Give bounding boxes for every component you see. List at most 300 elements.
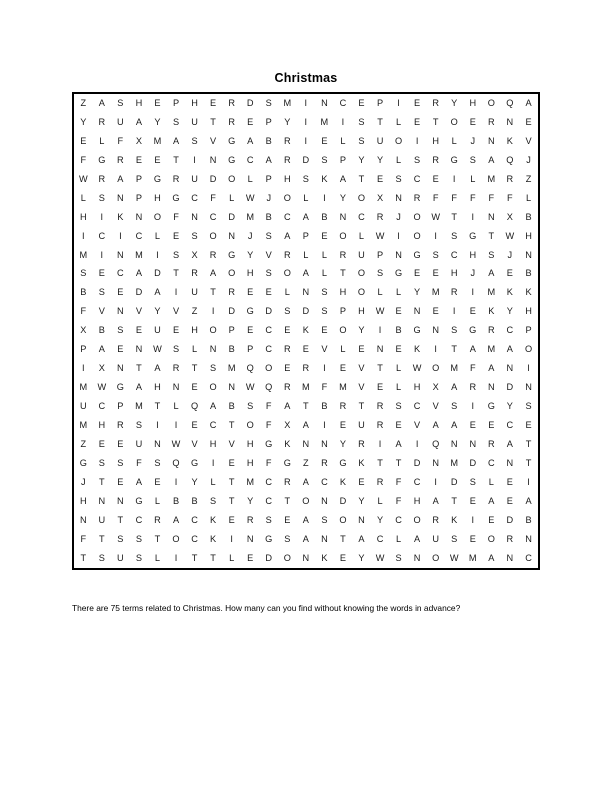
grid-cell[interactable]: R [376, 401, 384, 412]
grid-cell[interactable]: V [432, 401, 439, 412]
grid-cell[interactable]: F [117, 135, 124, 146]
grid-cell[interactable]: A [135, 476, 142, 487]
grid-cell[interactable]: I [323, 420, 326, 431]
grid-cell[interactable]: C [358, 211, 365, 222]
grid-cell[interactable]: P [135, 173, 142, 184]
grid-cell[interactable]: K [210, 514, 217, 525]
grid-cell[interactable]: S [321, 514, 328, 525]
grid-cell[interactable]: V [525, 135, 532, 146]
grid-cell[interactable]: U [191, 116, 198, 127]
grid-cell[interactable]: E [525, 420, 532, 431]
grid-cell[interactable]: N [487, 211, 495, 222]
grid-cell[interactable]: L [340, 344, 346, 355]
grid-cell[interactable]: D [469, 457, 477, 468]
grid-cell[interactable]: E [469, 116, 476, 127]
grid-cell[interactable]: Y [451, 97, 458, 108]
grid-cell[interactable]: S [98, 192, 105, 203]
grid-cell[interactable]: A [302, 420, 309, 431]
grid-cell[interactable]: M [487, 287, 496, 298]
grid-cell[interactable]: S [395, 173, 402, 184]
grid-cell[interactable]: I [434, 344, 437, 355]
grid-cell[interactable]: Z [80, 97, 87, 108]
grid-cell[interactable]: D [450, 476, 458, 487]
grid-cell[interactable]: W [97, 382, 107, 393]
grid-cell[interactable]: M [246, 476, 255, 487]
grid-cell[interactable]: L [358, 230, 365, 241]
grid-cell[interactable]: I [434, 476, 437, 487]
grid-cell[interactable]: S [98, 457, 105, 468]
grid-cell[interactable]: R [283, 154, 291, 165]
grid-cell[interactable]: D [339, 495, 347, 506]
grid-cell[interactable]: J [80, 476, 86, 487]
grid-cell[interactable]: I [193, 154, 196, 165]
grid-cell[interactable]: C [191, 533, 198, 544]
grid-cell[interactable]: M [79, 420, 88, 431]
grid-cell[interactable]: E [284, 325, 291, 336]
grid-cell[interactable]: E [210, 97, 217, 108]
grid-cell[interactable]: R [450, 287, 458, 298]
grid-cell[interactable]: P [339, 154, 346, 165]
grid-cell[interactable]: E [414, 268, 421, 279]
grid-cell[interactable]: N [209, 344, 217, 355]
grid-cell[interactable]: R [283, 476, 291, 487]
grid-cell[interactable]: A [525, 495, 532, 506]
grid-cell[interactable]: C [525, 552, 532, 563]
grid-cell[interactable]: L [80, 192, 86, 203]
grid-cell[interactable]: U [79, 401, 87, 412]
grid-cell[interactable]: T [173, 154, 179, 165]
grid-cell[interactable]: S [154, 457, 161, 468]
grid-cell[interactable]: E [469, 495, 476, 506]
grid-cell[interactable]: R [376, 211, 384, 222]
grid-cell[interactable]: H [246, 439, 254, 450]
grid-cell[interactable]: C [98, 230, 106, 241]
grid-cell[interactable]: N [172, 382, 180, 393]
grid-cell[interactable]: E [376, 382, 384, 393]
grid-cell[interactable]: S [358, 135, 365, 146]
grid-cell[interactable]: U [191, 173, 198, 184]
grid-cell[interactable]: N [525, 249, 532, 260]
grid-cell[interactable]: E [321, 135, 328, 146]
grid-cell[interactable]: J [247, 230, 253, 241]
grid-cell[interactable]: N [117, 192, 124, 203]
grid-cell[interactable]: Y [247, 495, 254, 506]
grid-cell[interactable]: M [246, 211, 255, 222]
grid-cell[interactable]: S [80, 268, 87, 279]
grid-cell[interactable]: J [396, 211, 401, 222]
grid-cell[interactable]: C [135, 514, 143, 525]
grid-cell[interactable]: K [321, 173, 328, 184]
grid-cell[interactable]: L [284, 287, 290, 298]
grid-cell[interactable]: A [302, 514, 309, 525]
grid-cell[interactable]: C [413, 173, 421, 184]
grid-cell[interactable]: O [413, 211, 421, 222]
grid-cell[interactable]: L [377, 495, 383, 506]
grid-cell[interactable]: T [303, 401, 309, 412]
grid-cell[interactable]: O [432, 363, 440, 374]
grid-cell[interactable]: E [191, 382, 198, 393]
grid-cell[interactable]: I [341, 116, 345, 127]
grid-cell[interactable]: R [487, 116, 495, 127]
grid-cell[interactable]: G [265, 439, 273, 450]
grid-cell[interactable]: N [506, 457, 514, 468]
grid-cell[interactable]: E [506, 476, 513, 487]
grid-cell[interactable]: E [506, 268, 513, 279]
grid-cell[interactable]: Q [432, 439, 440, 450]
grid-cell[interactable]: C [265, 476, 273, 487]
grid-cell[interactable]: S [210, 495, 217, 506]
grid-cell[interactable]: N [135, 211, 143, 222]
grid-cell[interactable]: Y [414, 287, 421, 298]
grid-cell[interactable]: P [265, 173, 272, 184]
grid-cell[interactable]: X [80, 325, 87, 336]
grid-cell[interactable]: W [412, 363, 422, 374]
grid-cell[interactable]: Z [303, 457, 309, 468]
grid-cell[interactable]: F [451, 192, 458, 203]
grid-cell[interactable]: G [79, 457, 87, 468]
grid-cell[interactable]: J [470, 135, 476, 146]
grid-cell[interactable]: F [488, 192, 495, 203]
grid-cell[interactable]: C [413, 476, 421, 487]
grid-cell[interactable]: V [191, 439, 198, 450]
grid-cell[interactable]: C [117, 268, 124, 279]
grid-cell[interactable]: E [395, 420, 402, 431]
grid-cell[interactable]: N [358, 514, 365, 525]
grid-cell[interactable]: O [487, 97, 495, 108]
grid-cell[interactable]: G [450, 154, 458, 165]
grid-cell[interactable]: A [135, 116, 142, 127]
grid-cell[interactable]: N [469, 439, 477, 450]
grid-cell[interactable]: X [284, 420, 291, 431]
grid-cell[interactable]: P [525, 325, 532, 336]
grid-cell[interactable]: A [98, 344, 105, 355]
grid-cell[interactable]: E [302, 344, 309, 355]
grid-cell[interactable]: N [79, 514, 87, 525]
grid-cell[interactable]: S [191, 135, 198, 146]
grid-cell[interactable]: E [117, 439, 124, 450]
grid-cell[interactable]: G [265, 533, 273, 544]
grid-cell[interactable]: H [191, 325, 198, 336]
grid-cell[interactable]: S [451, 533, 458, 544]
grid-cell[interactable]: M [468, 552, 477, 563]
grid-cell[interactable]: S [191, 230, 198, 241]
grid-cell[interactable]: A [395, 439, 402, 450]
grid-cell[interactable]: N [135, 344, 143, 355]
grid-cell[interactable]: S [284, 533, 291, 544]
grid-cell[interactable]: E [358, 476, 365, 487]
grid-cell[interactable]: R [172, 173, 180, 184]
grid-cell[interactable]: U [154, 325, 161, 336]
grid-cell[interactable]: K [302, 325, 309, 336]
grid-cell[interactable]: T [432, 116, 439, 127]
grid-cell[interactable]: R [432, 514, 439, 525]
grid-cell[interactable]: M [227, 363, 236, 374]
grid-cell[interactable]: G [283, 457, 291, 468]
grid-cell[interactable]: H [525, 306, 532, 317]
grid-cell[interactable]: M [135, 401, 143, 412]
grid-cell[interactable]: F [80, 533, 87, 544]
grid-cell[interactable]: G [339, 457, 347, 468]
grid-cell[interactable]: W [375, 230, 385, 241]
grid-cell[interactable]: I [81, 363, 85, 374]
grid-cell[interactable]: Y [339, 192, 346, 203]
grid-cell[interactable]: A [154, 287, 161, 298]
grid-cell[interactable]: E [321, 325, 328, 336]
grid-cell[interactable]: S [525, 401, 532, 412]
grid-cell[interactable]: R [283, 382, 291, 393]
grid-cell[interactable]: V [210, 135, 217, 146]
grid-cell[interactable]: A [488, 268, 495, 279]
grid-cell[interactable]: M [79, 382, 88, 393]
grid-cell[interactable]: C [191, 514, 198, 525]
grid-cell[interactable]: G [469, 325, 477, 336]
grid-cell[interactable]: O [283, 552, 291, 563]
grid-cell[interactable]: L [154, 230, 161, 241]
grid-cell[interactable]: S [488, 249, 495, 260]
grid-cell[interactable]: O [228, 268, 236, 279]
grid-cell[interactable]: T [210, 552, 216, 563]
grid-cell[interactable]: O [172, 533, 180, 544]
grid-cell[interactable]: A [302, 476, 309, 487]
grid-cell[interactable]: N [228, 230, 235, 241]
grid-cell[interactable]: R [506, 173, 514, 184]
grid-cell[interactable]: E [154, 154, 161, 165]
grid-cell[interactable]: P [117, 401, 124, 412]
grid-cell[interactable]: U [117, 552, 124, 563]
grid-cell[interactable]: O [302, 495, 310, 506]
grid-cell[interactable]: G [228, 249, 236, 260]
grid-cell[interactable]: N [339, 211, 347, 222]
grid-cell[interactable]: W [449, 552, 459, 563]
grid-cell[interactable]: S [358, 116, 365, 127]
grid-cell[interactable]: I [471, 211, 475, 222]
grid-cell[interactable]: I [156, 249, 159, 260]
grid-cell[interactable]: V [228, 439, 235, 450]
grid-cell[interactable]: N [117, 249, 124, 260]
grid-cell[interactable]: T [210, 287, 216, 298]
grid-cell[interactable]: O [394, 135, 403, 146]
grid-cell[interactable]: Y [191, 476, 198, 487]
grid-cell[interactable]: A [210, 268, 217, 279]
grid-cell[interactable]: D [265, 552, 273, 563]
grid-cell[interactable]: D [246, 97, 254, 108]
grid-cell[interactable]: B [191, 495, 198, 506]
grid-cell[interactable]: B [321, 401, 328, 412]
grid-cell[interactable]: U [358, 420, 365, 431]
grid-cell[interactable]: D [265, 306, 273, 317]
grid-cell[interactable]: G [413, 249, 421, 260]
grid-cell[interactable]: L [470, 173, 476, 184]
grid-cell[interactable]: S [117, 533, 124, 544]
grid-cell[interactable]: A [451, 382, 458, 393]
grid-cell[interactable]: R [117, 154, 124, 165]
grid-cell[interactable]: L [247, 173, 253, 184]
grid-cell[interactable]: R [339, 401, 347, 412]
grid-cell[interactable]: N [246, 533, 254, 544]
grid-cell[interactable]: W [245, 382, 255, 393]
grid-cell[interactable]: Q [190, 401, 199, 412]
grid-cell[interactable]: T [154, 401, 161, 412]
grid-cell[interactable]: S [265, 97, 272, 108]
grid-cell[interactable]: S [135, 420, 142, 431]
grid-cell[interactable]: E [265, 287, 272, 298]
grid-cell[interactable]: P [172, 97, 180, 108]
grid-cell[interactable]: O [339, 325, 347, 336]
grid-cell[interactable]: N [321, 97, 328, 108]
grid-cell[interactable]: E [135, 154, 142, 165]
grid-cell[interactable]: J [507, 249, 513, 260]
grid-cell[interactable]: U [117, 116, 124, 127]
grid-cell[interactable]: E [469, 306, 476, 317]
grid-cell[interactable]: N [395, 192, 402, 203]
grid-cell[interactable]: A [488, 154, 495, 165]
grid-cell[interactable]: N [321, 495, 328, 506]
grid-cell[interactable]: N [395, 249, 402, 260]
grid-cell[interactable]: W [375, 306, 385, 317]
grid-cell[interactable]: P [265, 116, 272, 127]
grid-cell[interactable]: A [302, 211, 309, 222]
grid-cell[interactable]: H [450, 268, 458, 279]
grid-cell[interactable]: N [302, 439, 310, 450]
grid-cell[interactable]: H [413, 382, 421, 393]
grid-cell[interactable]: P [376, 249, 384, 260]
grid-cell[interactable]: B [80, 287, 87, 298]
grid-cell[interactable]: A [98, 97, 105, 108]
grid-cell[interactable]: E [247, 552, 254, 563]
grid-cell[interactable]: A [506, 439, 513, 450]
grid-cell[interactable]: R [376, 420, 384, 431]
grid-cell[interactable]: D [413, 457, 421, 468]
grid-cell[interactable]: S [376, 268, 384, 279]
grid-cell[interactable]: I [174, 476, 178, 487]
grid-cell[interactable]: Q [506, 97, 514, 108]
grid-cell[interactable]: D [302, 154, 310, 165]
grid-cell[interactable]: E [228, 514, 235, 525]
grid-cell[interactable]: O [209, 325, 217, 336]
grid-cell[interactable]: G [153, 173, 162, 184]
grid-cell[interactable]: F [265, 401, 272, 412]
grid-cell[interactable]: N [525, 533, 532, 544]
grid-cell[interactable]: R [283, 344, 291, 355]
grid-cell[interactable]: S [302, 173, 309, 184]
grid-cell[interactable]: T [80, 552, 87, 563]
grid-cell[interactable]: I [174, 552, 178, 563]
grid-cell[interactable]: F [395, 495, 402, 506]
grid-cell[interactable]: L [229, 552, 235, 563]
grid-cell[interactable]: A [358, 533, 365, 544]
grid-cell[interactable]: L [173, 401, 179, 412]
grid-cell[interactable]: D [209, 173, 217, 184]
grid-cell[interactable]: K [488, 306, 495, 317]
grid-cell[interactable]: A [414, 533, 421, 544]
grid-cell[interactable]: F [469, 192, 476, 203]
grid-cell[interactable]: A [284, 401, 291, 412]
grid-cell[interactable]: E [228, 457, 235, 468]
grid-cell[interactable]: A [210, 401, 217, 412]
grid-cell[interactable]: H [283, 173, 291, 184]
grid-cell[interactable]: L [303, 192, 309, 203]
grid-cell[interactable]: A [488, 363, 495, 374]
grid-cell[interactable]: F [80, 306, 87, 317]
grid-cell[interactable]: T [228, 495, 235, 506]
grid-cell[interactable]: W [245, 192, 255, 203]
grid-cell[interactable]: E [247, 325, 254, 336]
grid-cell[interactable]: W [153, 344, 162, 355]
grid-cell[interactable]: V [358, 382, 365, 393]
grid-cell[interactable]: B [395, 325, 402, 336]
grid-cell[interactable]: I [452, 173, 456, 184]
grid-cell[interactable]: T [451, 344, 458, 355]
grid-cell[interactable]: L [154, 495, 161, 506]
grid-cell[interactable]: E [432, 173, 439, 184]
grid-cell[interactable]: F [321, 382, 328, 393]
grid-cell[interactable]: K [284, 439, 291, 450]
grid-cell[interactable]: E [358, 97, 365, 108]
grid-cell[interactable]: L [229, 192, 235, 203]
grid-cell[interactable]: D [135, 287, 143, 298]
grid-cell[interactable]: R [283, 249, 291, 260]
grid-cell[interactable]: M [450, 457, 459, 468]
grid-cell[interactable]: M [283, 97, 292, 108]
grid-cell[interactable]: T [377, 457, 383, 468]
grid-cell[interactable]: F [507, 192, 513, 203]
grid-cell[interactable]: P [339, 306, 346, 317]
grid-cell[interactable]: R [246, 514, 254, 525]
grid-cell[interactable]: T [395, 457, 402, 468]
grid-cell[interactable]: F [432, 192, 439, 203]
grid-cell[interactable]: A [339, 173, 346, 184]
grid-cell[interactable]: N [321, 439, 328, 450]
grid-cell[interactable]: S [117, 457, 124, 468]
grid-cell[interactable]: S [265, 230, 272, 241]
grid-cell[interactable]: E [376, 173, 384, 184]
grid-cell[interactable]: Z [191, 306, 198, 317]
grid-cell[interactable]: K [506, 287, 513, 298]
grid-cell[interactable]: A [469, 344, 476, 355]
grid-cell[interactable]: L [340, 135, 346, 146]
grid-cell[interactable]: R [98, 116, 106, 127]
grid-cell[interactable]: A [525, 97, 532, 108]
grid-cell[interactable]: P [80, 344, 87, 355]
grid-cell[interactable]: R [432, 97, 439, 108]
grid-cell[interactable]: I [527, 476, 530, 487]
grid-cell[interactable]: S [414, 154, 421, 165]
grid-cell[interactable]: O [339, 230, 347, 241]
grid-cell[interactable]: I [304, 116, 308, 127]
grid-cell[interactable]: T [284, 495, 291, 506]
grid-cell[interactable]: C [246, 154, 254, 165]
grid-cell[interactable]: G [172, 192, 180, 203]
grid-cell[interactable]: T [451, 211, 458, 222]
grid-cell[interactable]: S [395, 552, 402, 563]
grid-cell[interactable]: C [209, 211, 217, 222]
grid-cell[interactable]: O [283, 192, 291, 203]
grid-cell[interactable]: N [506, 116, 514, 127]
grid-cell[interactable]: B [525, 211, 532, 222]
grid-cell[interactable]: S [321, 287, 328, 298]
grid-cell[interactable]: R [321, 457, 328, 468]
grid-cell[interactable]: N [487, 382, 495, 393]
grid-cell[interactable]: I [100, 211, 104, 222]
grid-cell[interactable]: X [432, 382, 439, 393]
grid-cell[interactable]: M [135, 249, 143, 260]
grid-cell[interactable]: S [117, 97, 124, 108]
grid-cell[interactable]: S [451, 230, 458, 241]
grid-cell[interactable]: N [506, 552, 514, 563]
grid-cell[interactable]: I [415, 439, 419, 450]
grid-cell[interactable]: S [247, 401, 254, 412]
grid-cell[interactable]: O [450, 116, 458, 127]
